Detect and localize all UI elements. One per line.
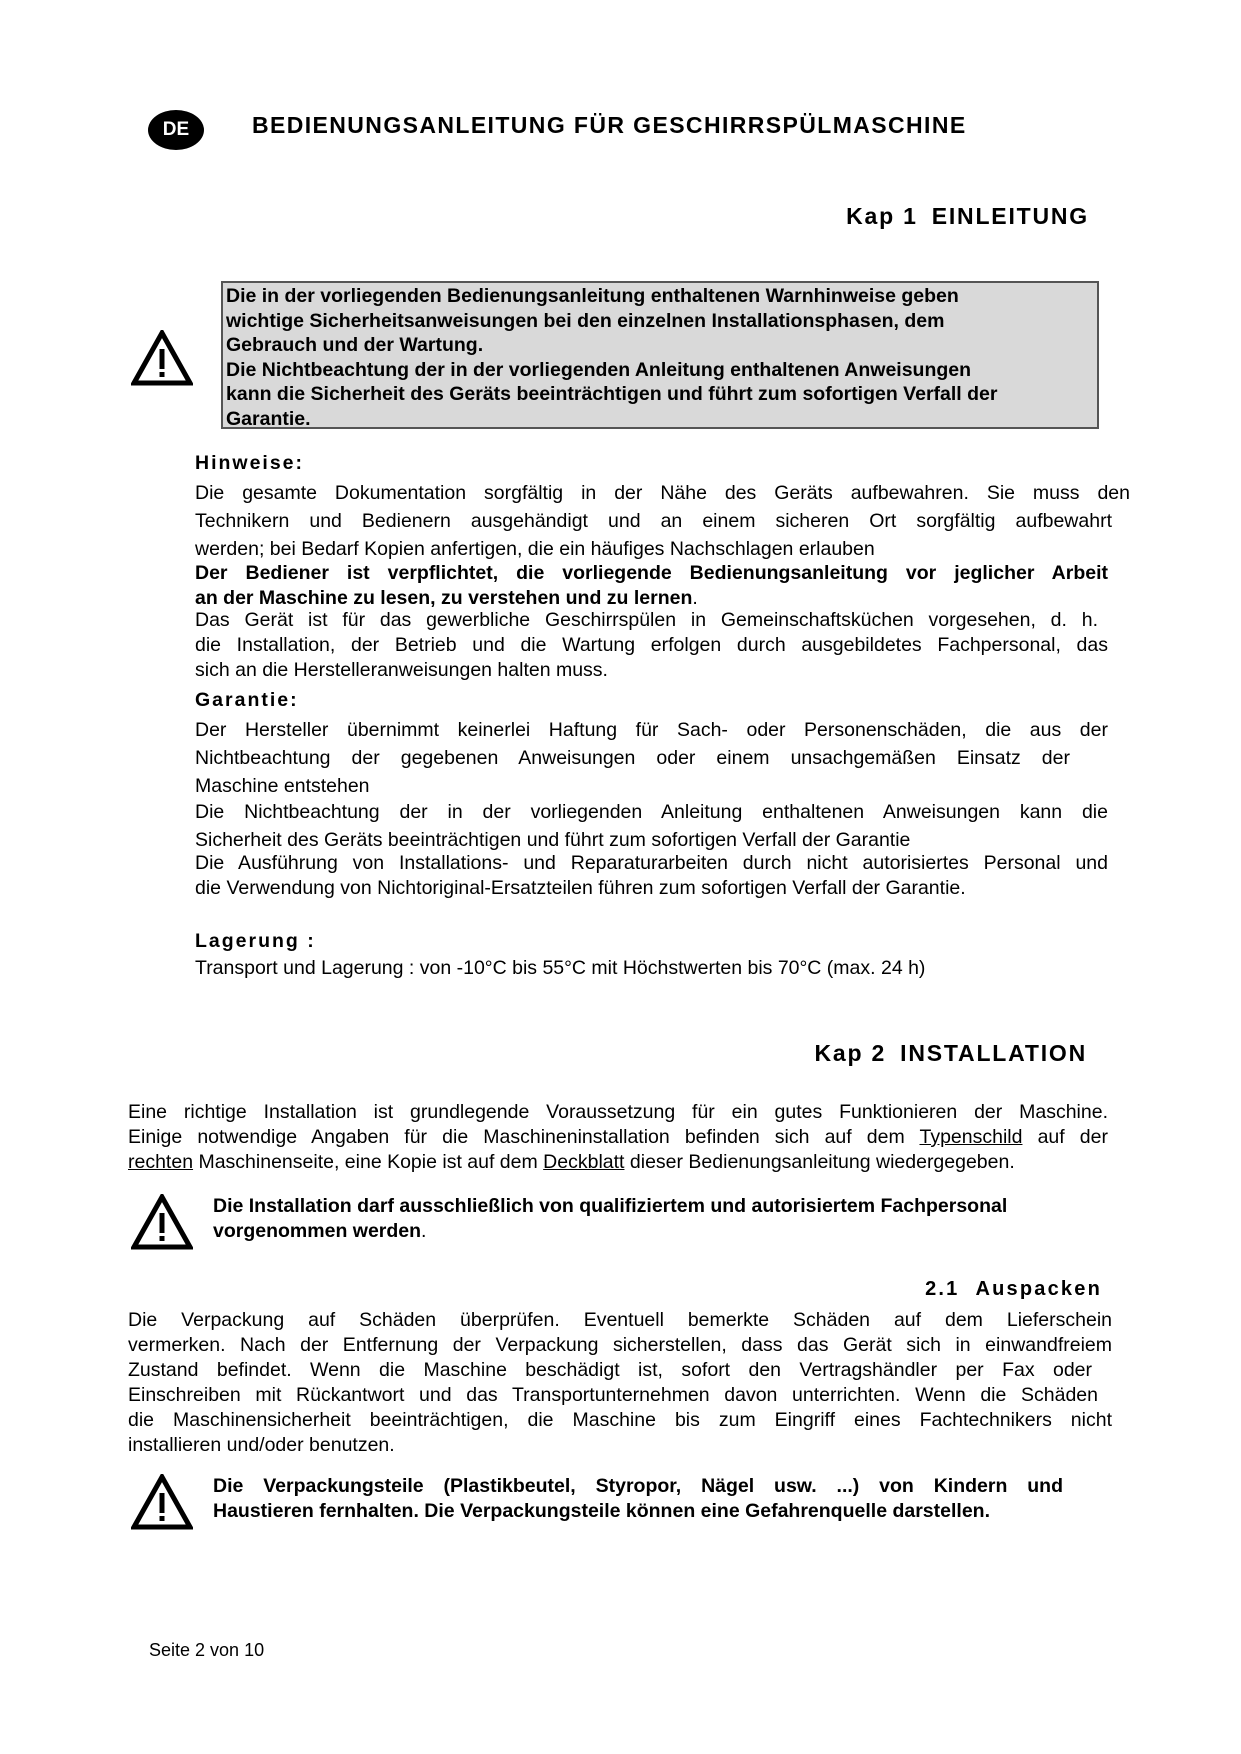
text-line — [128, 1150, 1108, 1175]
text-line: Der Hersteller übernimmt keinerlei Haftung für Sach- oder Personenschäden, die aus der — [195, 719, 1108, 741]
text-line: Die gesamte Dokumentation sorgfältig in der Nähe des Geräts aufbewahren. Sie muss den — [195, 482, 1130, 504]
chapter-1-title: EINLEITUNG — [931, 203, 1089, 229]
chapter-1-number: Kap 1 — [846, 203, 918, 229]
text-segment: Einige notwendige Angaben für die Maschineninstallation befinden sich auf dem — [128, 1126, 920, 1148]
hinweise-paragraph-3 — [195, 608, 1108, 683]
lagerung-text: Transport und Lagerung : von -10°C bis 55°C mit Höchstwerten bis 70°C (max. 24 h) — [195, 957, 926, 979]
document-title: BEDIENUNGSANLEITUNG FÜR GESCHIRRSPÜLMASCHINE — [252, 112, 967, 138]
warning-triangle-icon — [131, 1474, 193, 1530]
auspacken-paragraph — [128, 1308, 1112, 1458]
auspacken-warning — [213, 1474, 1073, 1524]
text-segment: . — [421, 1220, 427, 1242]
text-line — [128, 1125, 1108, 1150]
language-badge: DE — [148, 110, 204, 150]
text-segment: dieser Bedienungsanleitung wiedergegeben. — [624, 1151, 1015, 1173]
page-number: Seite 2 von 10 — [149, 1640, 265, 1660]
text-line: Die Verpackungsteile (Plastikbeutel, Styropor, Nägel usw. ...) von Kindern und — [213, 1475, 1063, 1497]
chapter-2-heading — [815, 1040, 1087, 1067]
installation-warning — [213, 1194, 1093, 1244]
lagerung-heading: Lagerung : — [195, 930, 316, 952]
text-segment: . — [692, 587, 698, 609]
text-line: vermerken. Nach der Entfernung der Verpackung sicherstellen, dass das Gerät sich in einwandfreiem — [128, 1334, 1112, 1356]
text-line: Einschreiben mit Rückantwort und das Transportunternehmen davon unterrichten. Wenn die Schäden — [128, 1384, 1098, 1406]
text-line — [213, 1219, 1093, 1244]
text-line: Technikern und Bedienern ausgehändigt und an einem sicheren Ort sorgfältig aufbewahrt — [195, 510, 1112, 532]
warning-line: Die Nichtbeachtung der in der vorliegenden Anleitung enthaltenen Anweisungen — [226, 358, 972, 381]
text-line: Die Installation darf ausschließlich von qualifiziertem und autorisiertem Fachpersonal — [213, 1195, 1008, 1217]
section-2-1-heading — [925, 1278, 1102, 1301]
text-segment: auf der — [1022, 1126, 1108, 1148]
chapter-1-heading — [846, 203, 1089, 230]
text-line: Die Nichtbeachtung der in der vorliegenden Anleitung enthaltenen Anweisungen kann die — [195, 801, 1108, 823]
text-segment: an der Maschine zu lesen, zu verstehen und zu lernen — [195, 587, 693, 609]
warning-line: wichtige Sicherheitsanweisungen bei den einzelnen Installationsphasen, dem — [226, 309, 945, 332]
section-number: 2.1 — [925, 1278, 960, 1300]
text-line: Der Bediener ist verpflichtet, die vorliegende Bedienungsanleitung vor jeglicher Arbeit — [195, 562, 1108, 584]
text-line: die Verwendung von Nichtoriginal-Ersatzteilen führen zum sofortigen Verfall der Garantie. — [195, 877, 966, 899]
text-line: werden; bei Bedarf Kopien anfertigen, die ein häufiges Nachschlagen erlauben — [195, 538, 875, 560]
text-line: Das Gerät ist für das gewerbliche Geschirrspülen in Gemeinschaftsküchen vorgesehen, d. h. — [195, 609, 1098, 631]
chapter-2-number: Kap 2 — [814, 1040, 887, 1066]
text-line: sich an die Herstelleranweisungen halten muss. — [195, 659, 608, 681]
rechten-link: rechten — [128, 1151, 194, 1173]
text-line: Eine richtige Installation ist grundlegende Voraussetzung für ein gutes Funktionieren der Maschine. — [128, 1101, 1108, 1123]
text-line: Die Verpackung auf Schäden überprüfen. Eventuell bemerkte Schäden auf dem Lieferschein — [128, 1309, 1112, 1331]
text-segment: vorgenommen werden — [213, 1220, 422, 1242]
garantie-paragraph-3 — [195, 851, 1108, 901]
text-line: installieren und/oder benutzen. — [128, 1434, 395, 1456]
deckblatt-link: Deckblatt — [543, 1151, 625, 1173]
warning-triangle-icon — [131, 1194, 193, 1250]
warning-line: kann die Sicherheit des Geräts beeinträchtigen und führt zum sofortigen Verfall der — [226, 383, 998, 406]
garantie-paragraph-1 — [195, 716, 1108, 800]
installation-paragraph — [128, 1100, 1108, 1175]
text-line: Sicherheit des Geräts beeinträchtigen und führt zum sofortigen Verfall der Garantie — [195, 829, 911, 851]
text-line: Haustieren fernhalten. Die Verpackungsteile können eine Gefahrenquelle darstellen. — [213, 1500, 990, 1522]
chapter-2-title: INSTALLATION — [900, 1040, 1087, 1066]
typenschild-link: Typenschild — [919, 1126, 1023, 1148]
hinweise-paragraph-2 — [195, 561, 1108, 611]
text-segment: Maschinenseite, eine Kopie ist auf dem — [193, 1151, 544, 1173]
warning-triangle-icon — [131, 330, 193, 386]
text-line: Zustand befindet. Wenn die Maschine beschädigt ist, sofort den Vertragshändler per Fax oder — [128, 1359, 1092, 1381]
hinweise-heading: Hinweise: — [195, 452, 305, 474]
garantie-paragraph-2 — [195, 798, 1108, 854]
text-line: Die Ausführung von Installations- und Reparaturarbeiten durch nicht autorisiertes Personal und — [195, 852, 1108, 874]
warning-line: Gebrauch und der Wartung. — [226, 334, 484, 357]
text-line: die Installation, der Betrieb und die Wartung erfolgen durch ausgebildetes Fachpersonal, das — [195, 634, 1108, 656]
warning-box — [221, 281, 1099, 429]
text-line: Maschine entstehen — [195, 775, 370, 797]
hinweise-paragraph-1 — [195, 479, 1130, 563]
warning-line: Garantie. — [226, 407, 311, 430]
text-line: die Maschinensicherheit beeinträchtigen, die Maschine bis zum Eingriff eines Fachtechnikers nicht — [128, 1409, 1112, 1431]
garantie-heading: Garantie: — [195, 689, 299, 711]
section-title: Auspacken — [975, 1278, 1102, 1300]
text-line: Nichtbeachtung der gegebenen Anweisungen oder einem unsachgemäßen Einsatz der — [195, 747, 1070, 769]
warning-line: Die in der vorliegenden Bedienungsanleitung enthaltenen Warnhinweise geben — [226, 285, 959, 307]
